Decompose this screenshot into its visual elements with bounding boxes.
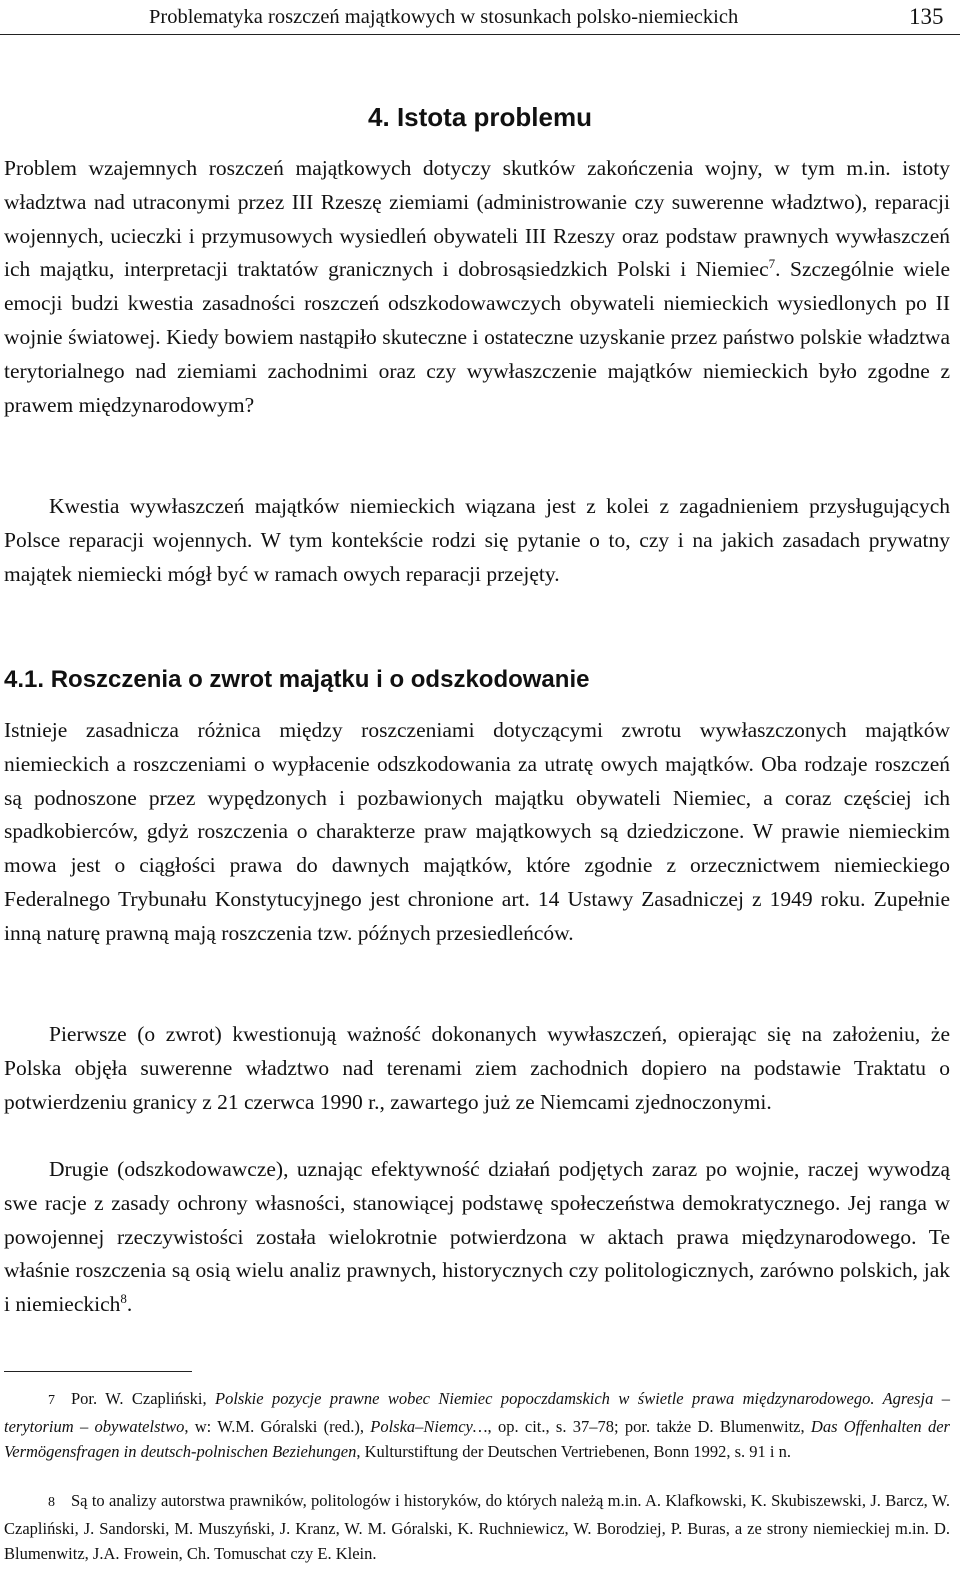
paragraph-2: Kwestia wywłaszczeń majątków niemieckich wiązana jest z kolei z zagadnieniem przysługujących Polsce reparacji wojennych. W tym kontekście rodzi się pytanie o to, czy i na jakich zasadach prywatny majątek niemiecki mógł być w ramach owych reparacji przejęty. bbox=[4, 494, 950, 586]
footnote-ref-8[interactable]: 8 bbox=[120, 1291, 127, 1307]
footnote-7 bbox=[4, 1386, 950, 1465]
paragraph-1-tail: . Szczególnie wiele emocji budzi kwestia zasadności roszczeń odszkodowawczych obywateli niemieckich wysiedlonych po II wojnie światowej. Kiedy bowiem nastąpiło skuteczne i ostateczne uzyskanie przez państwo polskie władztwa terytorialnego nad ziemiami zachodnimi oraz czy wywłaszczenie majątków niemieckich było zgodne z prawem międzynarodowym? bbox=[4, 257, 950, 417]
section-heading: 4. Istota problemu bbox=[368, 102, 592, 132]
footnote-8 bbox=[4, 1488, 950, 1567]
paragraph-1 bbox=[4, 152, 950, 422]
footnote-7-title-1: Polskie pozycje prawne wobec Niemiec popoczdamskich w świetle prawa międzynarodowego. Agresja – terytorium – obywatelstwo bbox=[4, 1389, 950, 1436]
footnote-8-mark: 8 bbox=[48, 1495, 55, 1510]
footnote-7-title-2: Polska–Niemcy… bbox=[370, 1416, 488, 1436]
footnote-8-text: Są to analizy autorstwa prawników, politologów i historyków, do których należą m.in. A. Klafkowski, K. Skubiszewski, J. Barcz, W. Czapliński, J. Sandorski, M. Muszyński, J. Kranz, W. M. Góralski, K. Ruchniewicz, W. Borodziej, P. Buras, a ze strony niemieckiej m.in. D. Blumenwitz, J.A. Frowein, Ch. Tomuschat czy E. Klein. bbox=[4, 1491, 950, 1563]
running-title: Problematyka roszczeń majątkowych w stosunkach polsko-niemieckich bbox=[149, 6, 739, 28]
subsection-paragraph-3-tail: . bbox=[126, 1292, 133, 1317]
footnote-7-part-g: , Kulturstiftung der Deutschen Vertriebenen, Bonn 1992, s. 91 i n. bbox=[356, 1442, 791, 1461]
subsection-paragraph-1: Istnieje zasadnicza różnica między roszczeniami dotyczącymi zwrotu wywłaszczonych majątków niemieckich a roszczeniami o wypłacenie odszkodowania za utratę owych majątków. Oba rodzaje roszczeń są podnoszone przez wypędzonych i pozbawionych majątku obywateli Niemiec, a coraz częściej ich spadkobierców, gdyż roszczenia o charakterze praw majątkowych są dziedziczone. W prawie niemieckim mowa jest o ciągłości prawa do dawnych majątków, które zgodnie z orzecznictwem niemieckiego Federalnego Trybunału Konstytucyjnego jest chronione art. 14 Ustawy Zasadniczej z 1949 roku. Zupełnie inną naturę prawną mają roszczenia tzw. późnych przesiedleńców. bbox=[4, 718, 950, 945]
footnote-rule bbox=[4, 1371, 192, 1372]
footnote-7-part-e: , op. cit., s. 37–78; por. także D. Blumenwitz, bbox=[487, 1416, 811, 1436]
footnote-7-title-3: Das Offenhalten der Vermögensfragen in deutsch-polnischen Beziehungen bbox=[4, 1416, 950, 1461]
running-header bbox=[0, 4, 960, 34]
footnote-7-part-a: Por. W. Czapliński, bbox=[71, 1389, 215, 1408]
footnote-7-mark: 7 bbox=[48, 1393, 55, 1408]
header-rule bbox=[0, 34, 960, 35]
footnote-7-part-c: , w: W.M. Góralski (red.), bbox=[184, 1416, 371, 1436]
paragraph-1-text: Problem wzajemnych roszczeń majątkowych dotyczy skutków zakończenia wojny, w tym m.in. istoty władztwa nad utraconymi przez III Rzeszę ziemiami (administrowanie czy suwerenne władztwo), reparacji wojennych, ucieczki i przymusowych wysiedleń obywateli III Rzeszy oraz podstaw prawnych wywłaszczeń ich majątku, interpretacji traktatów granicznych i dobrosąsiedzkich Polski i Niemiec bbox=[4, 156, 950, 282]
subsection-heading: 4.1. Roszczenia o zwrot majątku i o odszkodowanie bbox=[4, 666, 590, 693]
subsection-paragraph-3 bbox=[4, 1153, 950, 1322]
subsection-paragraph-3-text: Drugie (odszkodowawcze), uznając efektywność działań podjętych zaraz po wojnie, raczej wywodzą swe racje z zasady ochrony własności, stanowiącej podstawę społeczeństwa demokratycznego. Jej ranga w powojennej rzeczywistości została wielokrotnie potwierdzona w aktach prawa międzynarodowego. Te właśnie roszczenia są osią wielu analiz prawnych, historycznych czy politologicznych, zarówno polskich, jak i niemieckich bbox=[4, 1157, 950, 1317]
page-number: 135 bbox=[909, 4, 944, 29]
subsection-paragraph-2: Pierwsze (o zwrot) kwestionują ważność dokonanych wywłaszczeń, opierając się na założeniu, że Polska objęła suwerenne władztwo nad terenami ziem zachodnich dopiero na podstawie Traktatu o potwierdzeniu granicy z 21 czerwca 1990 r., zawartego już ze Niemcami zjednoczonymi. bbox=[4, 1022, 950, 1114]
footnote-ref-7[interactable]: 7 bbox=[768, 256, 776, 272]
